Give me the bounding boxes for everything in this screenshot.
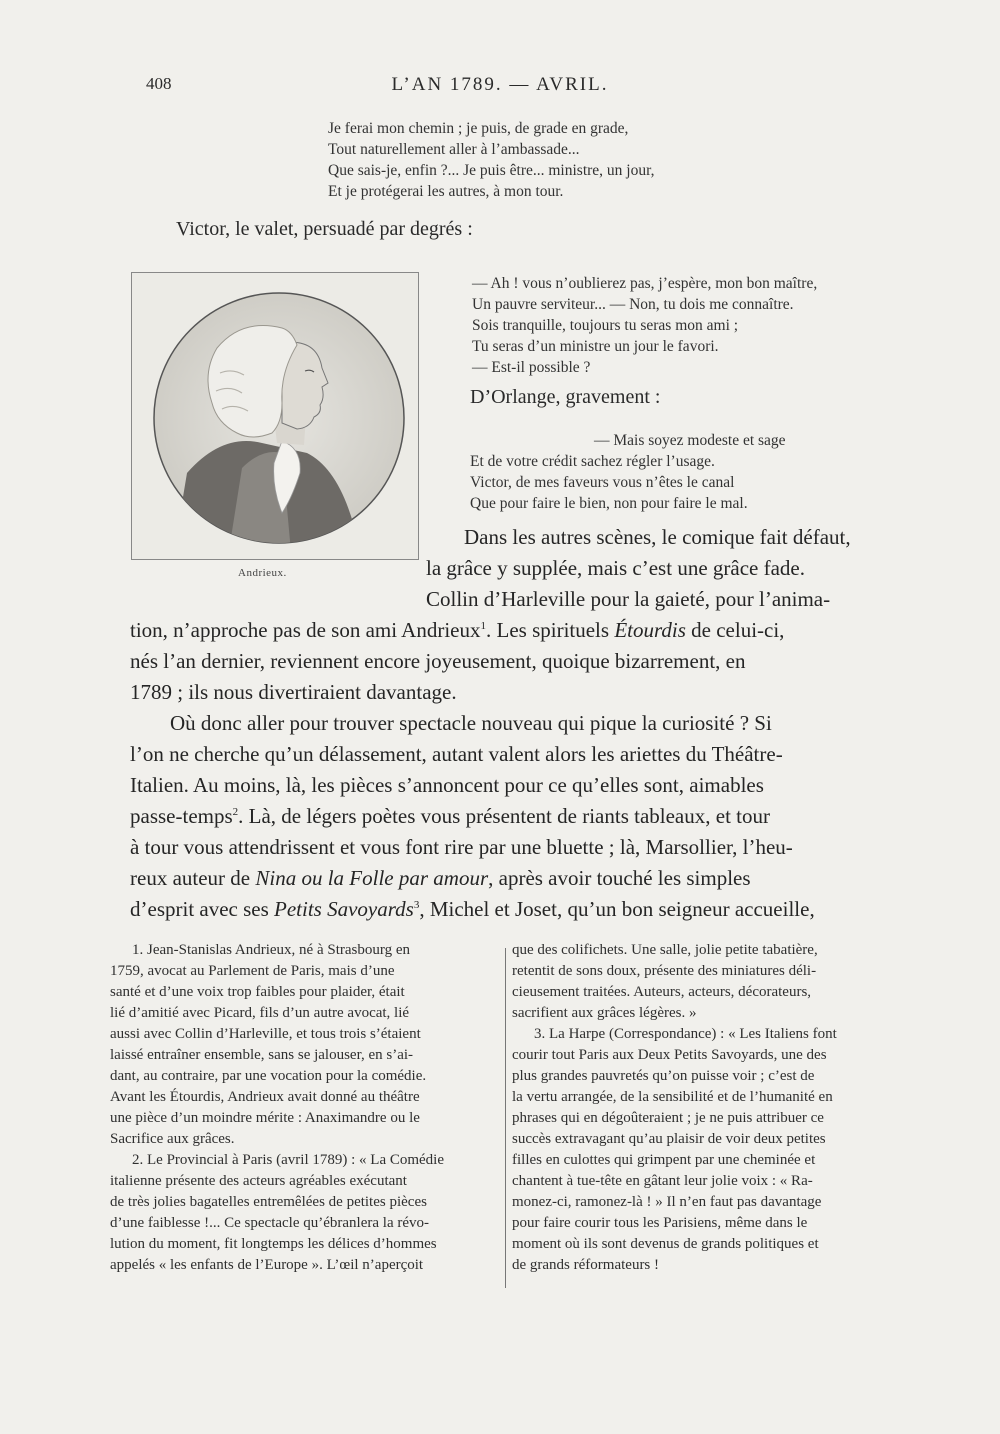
text-span: reux auteur de [130, 866, 256, 890]
body-line: Dans les autres scènes, le comique fait défaut, [464, 525, 851, 549]
verse-line: — Mais soyez modeste et sage [594, 432, 786, 449]
running-head: L’AN 1789. — AVRIL. [391, 74, 609, 95]
text-span: d’esprit avec ses [130, 897, 275, 921]
footnote-line: lié d’amitié avec Picard, fils d’un autre avocat, lié [110, 1005, 410, 1021]
footnote-line: que des colifichets. Une salle, jolie petite tabatière, [512, 942, 818, 958]
portrait-caption: Andrieux. [238, 567, 287, 579]
text-span: . Les spirituels [486, 618, 615, 642]
body-line [130, 863, 751, 894]
verse-line: Et je protégerai les autres, à mon tour. [328, 183, 564, 200]
verse-line: Un pauvre serviteur... — Non, tu dois me connaître. [472, 296, 794, 313]
footnote-line: retentit de sons doux, présente des miniatures déli- [512, 963, 817, 979]
footnote-line: dant, au contraire, par une vocation pour la comédie. [110, 1068, 427, 1084]
page-header [0, 74, 1000, 104]
text-span: tion, n’approche pas de son ami Andrieux [130, 618, 481, 642]
italic-title: Nina ou la Folle par amour [255, 866, 489, 890]
verse-line: — Est-il possible ? [472, 359, 591, 376]
footnote-line: laissé entraîner ensemble, sans se jalouser, en s’ai- [110, 1047, 414, 1063]
footnote-line: pour faire courir tous les Parisiens, même dans le [512, 1215, 808, 1231]
footnote-line: santé et d’une voix trop faibles pour plaider, était [110, 984, 405, 1000]
body-line: à tour vous attendrissent et vous font rire par une bluette ; là, Marsollier, l’heu- [130, 835, 793, 859]
footnote-line: courir tout Paris aux Deux Petits Savoyards, une des [512, 1047, 827, 1063]
portrait-illustration [132, 273, 418, 559]
body-line: Où donc aller pour trouver spectacle nouveau qui pique la curiosité ? Si [170, 711, 772, 735]
dialogue-intro-dorlange: D’Orlange, gravement : [470, 386, 661, 408]
footnote-line: filles en culottes qui grimpent par une cheminée et [512, 1152, 816, 1168]
footnote-line: italienne présente des acteurs agréables exécutant [110, 1173, 407, 1189]
footnote-line: 3. La Harpe (Correspondance) : « Les Italiens font [534, 1026, 837, 1042]
footnote-line: Sacrifice aux grâces. [110, 1131, 235, 1147]
body-line: 1789 ; ils nous divertiraient davantage. [130, 680, 457, 704]
italic-title: Petits Savoyards [274, 897, 414, 921]
footnotes-left-column [110, 940, 502, 1276]
verse-block-1 [328, 118, 655, 202]
footnote-line: de très jolies bagatelles entremêlées de petites pièces [110, 1194, 427, 1210]
verse-line: Sois tranquille, toujours tu seras mon ami ; [472, 317, 739, 334]
verse-block-2 [472, 273, 817, 378]
portrait-engraving [131, 272, 419, 560]
page-number: 408 [146, 74, 172, 93]
body-line: la grâce y supplée, mais c’est une grâce fade. [426, 556, 805, 580]
footnote-ref: 2 [232, 806, 239, 818]
footnote-line: lution du moment, fit longtemps les délices d’hommes [110, 1236, 437, 1252]
body-line: nés l’an dernier, reviennent encore joyeusement, quoique bizarrement, en [130, 649, 746, 673]
footnote-line: d’une faiblesse !... Ce spectacle qu’ébranlera la révo- [110, 1215, 430, 1231]
dialogue-intro-victor: Victor, le valet, persuadé par degrés : [176, 218, 473, 240]
verse-line: Tu seras d’un ministre un jour le favori. [472, 338, 719, 355]
footnote-line: cieusement traitées. Auteurs, acteurs, décorateurs, [512, 984, 812, 1000]
footnote-line: la vertu arrangée, de la sensibilité et de l’humanité en [512, 1089, 833, 1105]
footnote-line: succès extravagant qu’au plaisir de voir deux petites [512, 1131, 826, 1147]
footnote-line: phrases qui en dégoûteraient ; je ne puis attribuer ce [512, 1110, 824, 1126]
body-line: Italien. Au moins, là, les pièces s’annoncent pour ce qu’elles sont, aimables [130, 773, 764, 797]
verse-line: Et de votre crédit sachez régler l’usage. [470, 453, 715, 470]
body-line: l’on ne cherche qu’un délassement, autant valent alors les ariettes du Théâtre- [130, 742, 783, 766]
footnote-line: Avant les Étourdis, Andrieux avait donné au théâtre [110, 1089, 420, 1105]
text-span: . Là, de légers poètes vous présentent de riants tableaux, et tour [238, 804, 770, 828]
verse-line: Je ferai mon chemin ; je puis, de grade en grade, [328, 120, 629, 137]
footnote-line: sacrifient aux grâces légères. » [512, 1005, 697, 1021]
footnote-line: chantent à tue-tête en gâtant leur jolie voix : « Ra- [512, 1173, 813, 1189]
body-line [130, 801, 770, 832]
verse-line: Tout naturellement aller à l’ambassade... [328, 141, 580, 158]
footnote-line: une pièce d’un moindre mérite : Anaximandre ou le [110, 1110, 420, 1126]
footnote-line: 1759, avocat au Parlement de Paris, mais d’une [110, 963, 395, 979]
verse-line: Que pour faire le bien, non pour faire le mal. [470, 495, 748, 512]
body-line [130, 615, 784, 646]
text-span: , après avoir touché les simples [488, 866, 751, 890]
verse-line: Victor, de mes faveurs vous n’êtes le canal [470, 474, 735, 491]
footnote-line: 2. Le Provincial à Paris (avril 1789) : « La Comédie [132, 1152, 445, 1168]
footnote-ref: 3 [413, 899, 420, 911]
body-line: Collin d’Harleville pour la gaieté, pour l’anima- [426, 587, 831, 611]
footnote-line: appelés « les enfants de l’Europe ». L’œil n’aperçoit [110, 1257, 424, 1273]
footnote-line: de grands réformateurs ! [512, 1257, 660, 1273]
verse-block-3 [470, 430, 786, 514]
italic-title: Étourdis [614, 618, 686, 642]
footnote-line: monez-ci, ramonez-là ! » Il n’en faut pas davantage [512, 1194, 822, 1210]
footnote-line: aussi avec Collin d’Harleville, et tous trois s’étaient [110, 1026, 421, 1042]
body-line [130, 894, 815, 925]
text-span: passe-temps [130, 804, 233, 828]
footnote-ref: 1 [480, 620, 486, 632]
text-span: de celui-ci, [685, 618, 785, 642]
footnote-line: 1. Jean-Stanislas Andrieux, né à Strasbourg en [132, 942, 411, 958]
verse-line: — Ah ! vous n’oublierez pas, j’espère, mon bon maître, [472, 275, 818, 292]
text-span: , Michel et Joset, qu’un bon seigneur accueille, [419, 897, 815, 921]
footnotes-right-column [512, 940, 904, 1276]
footnote-line: moment où ils sont devenus de grands politiques et [512, 1236, 819, 1252]
footnote-column-divider [505, 948, 506, 1288]
footnote-line: plus grandes pauvretés qu’on puisse voir ; c’est de [512, 1068, 815, 1084]
verse-line: Que sais-je, enfin ?... Je puis être... ministre, un jour, [328, 162, 655, 179]
